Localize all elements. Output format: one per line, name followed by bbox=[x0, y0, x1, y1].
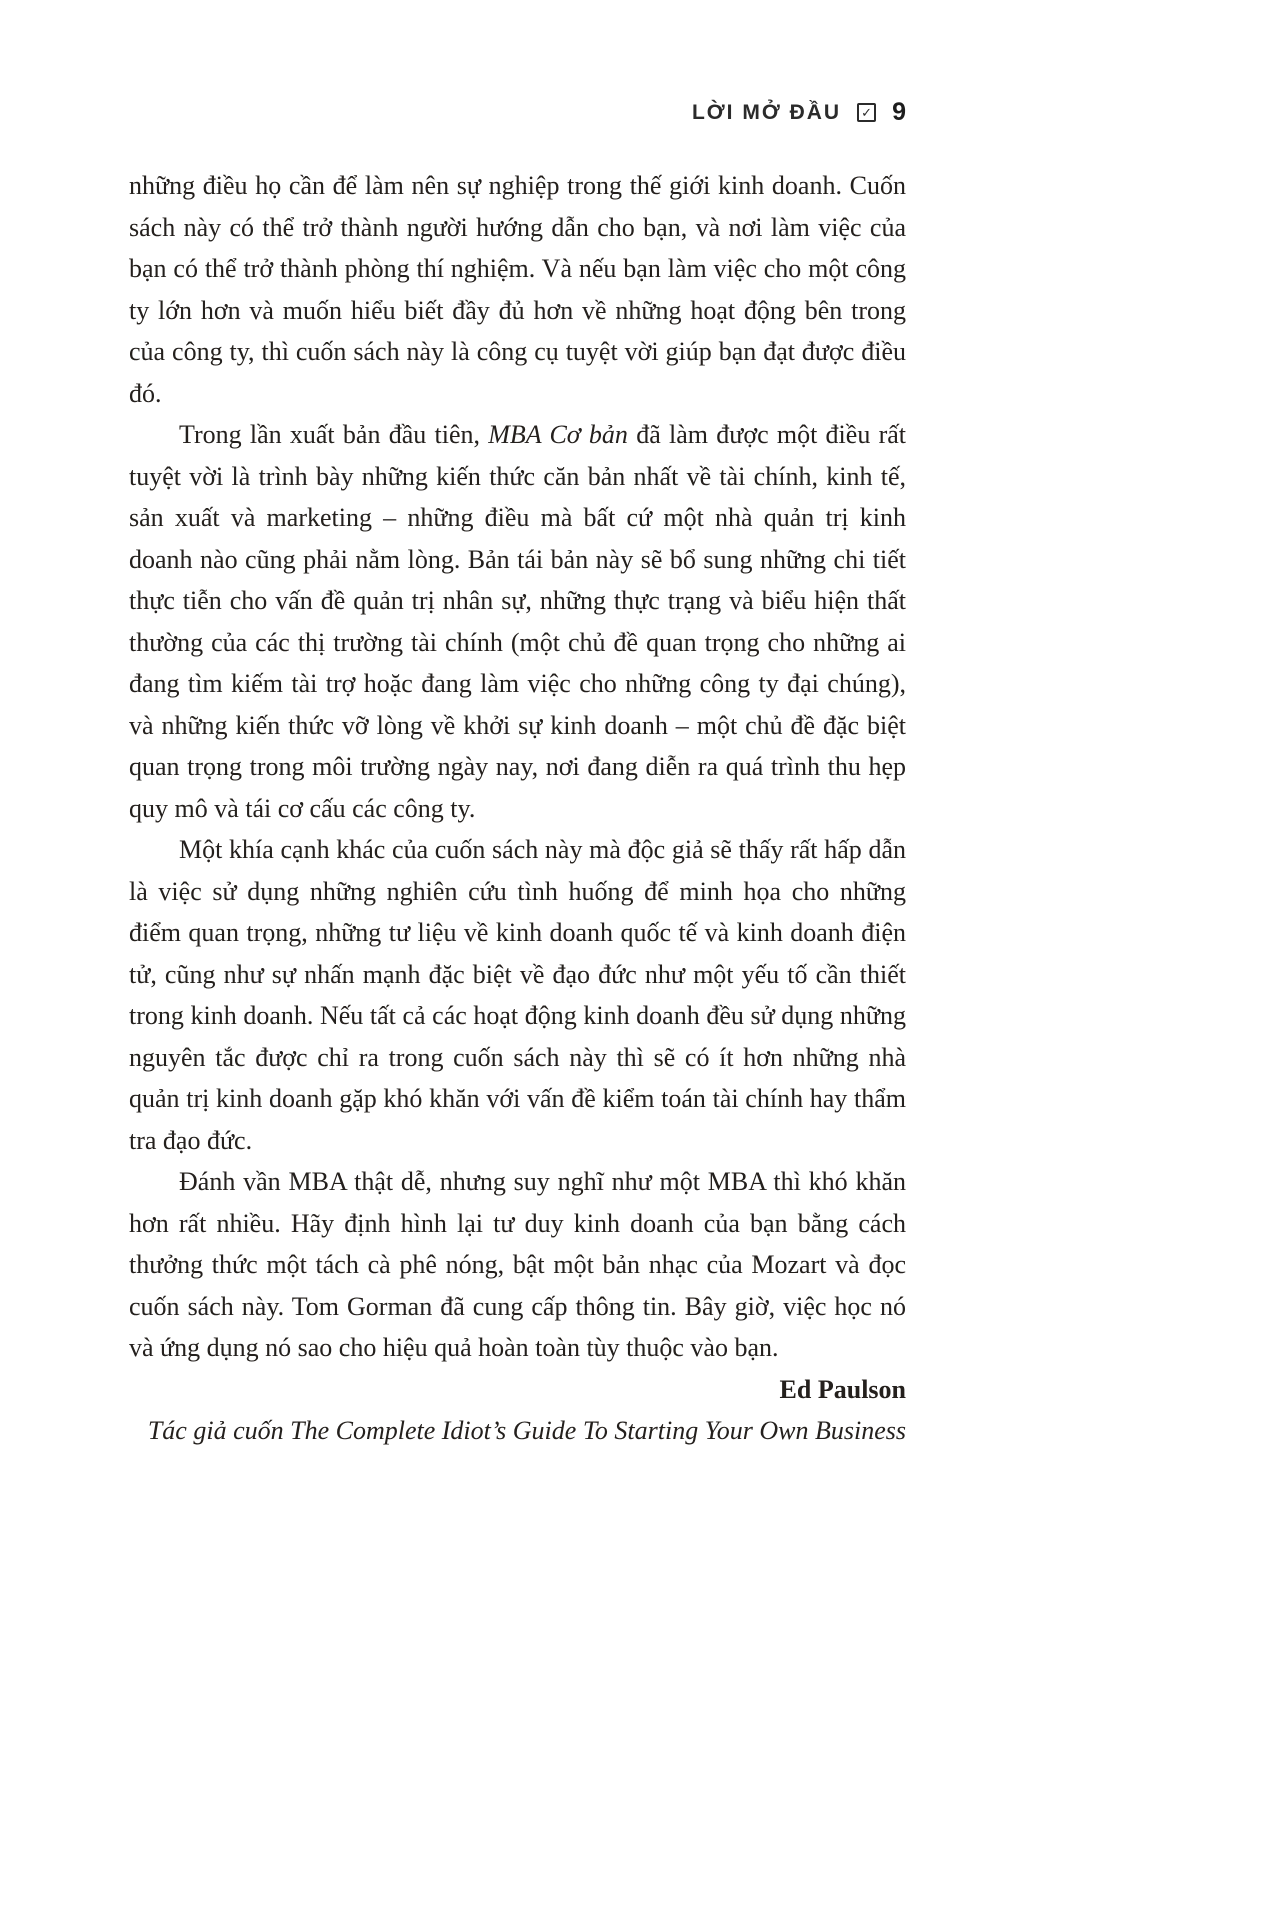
body-text bbox=[129, 165, 906, 1452]
author-credit bbox=[129, 1410, 906, 1452]
page-header bbox=[129, 98, 906, 127]
credit-book-title: The Complete Idiot’s Guide To Starting Your Own Business bbox=[290, 1416, 906, 1445]
page-number: 9 bbox=[892, 98, 906, 126]
paragraph-2-text-cont: đã làm được một điều rất tuyệt vời là trình bày những kiến thức căn bản nhất về tài chính, kinh tế, sản xuất và marketing – những điều mà bất cứ một nhà quản trị kinh doanh nào cũng phải nằm lòng. Bản tái bản này sẽ bổ sung những chi tiết thực tiễn cho vấn đề quản trị nhân sự, những thực trạng và biểu hiện thất thường của các thị trường tài chính (một chủ đề quan trọng cho những ai đang tìm kiếm tài trợ hoặc đang làm việc cho những công ty đại chúng), và những kiến thức vỡ lòng về khởi sự kinh doanh – một chủ đề đặc biệt quan trọng trong môi trường ngày nay, nơi đang diễn ra quá trình thu hẹp quy mô và tái cơ cấu các công ty. bbox=[129, 420, 906, 823]
page-content bbox=[129, 98, 906, 1452]
credit-prefix: Tác giả cuốn bbox=[147, 1416, 291, 1445]
paragraph-2 bbox=[129, 414, 906, 829]
section-title: LỜI MỞ ĐẦU bbox=[691, 100, 842, 124]
book-title-mba: MBA Cơ bản bbox=[488, 420, 628, 449]
paragraph-1: những điều họ cần để làm nên sự nghiệp trong thế giới kinh doanh. Cuốn sách này có thể trở thành người hướng dẫn cho bạn, và nơi làm việc của bạn có thể trở thành phòng thí nghiệm. Và nếu bạn làm việc cho một công ty lớn hơn và muốn hiểu biết đầy đủ hơn về những hoạt động bên trong của công ty, thì cuốn sách này là công cụ tuyệt vời giúp bạn đạt được điều đó. bbox=[129, 171, 906, 408]
check-glyph: ✓ bbox=[861, 105, 873, 120]
author-signature: Ed Paulson bbox=[779, 1374, 906, 1404]
paragraph-2-text: Trong lần xuất bản đầu tiên, bbox=[179, 420, 489, 449]
paragraph-3: Một khía cạnh khác của cuốn sách này mà độc giả sẽ thấy rất hấp dẫn là việc sử dụng những nghiên cứu tình huống để minh họa cho những điểm quan trọng, những tư liệu về kinh doanh quốc tế và kinh doanh điện tử, cũng như sự nhấn mạnh đặc biệt về đạo đức như một yếu tố cần thiết trong kinh doanh. Nếu tất cả các hoạt động kinh doanh đều sử dụng những nguyên tắc được chỉ ra trong cuốn sách này thì sẽ có ít hơn những nhà quản trị kinh doanh gặp khó khăn với vấn đề kiểm toán tài chính hay thẩm tra đạo đức. bbox=[129, 835, 906, 1155]
paragraph-4: Đánh vần MBA thật dễ, nhưng suy nghĩ như một MBA thì khó khăn hơn rất nhiều. Hãy định hình lại tư duy kinh doanh của bạn bằng cách thưởng thức một tách cà phê nóng, bật một bản nhạc của Mozart và đọc cuốn sách này. Tom Gorman đã cung cấp thông tin. Bây giờ, việc học nó và ứng dụng nó sao cho hiệu quả hoàn toàn tùy thuộc vào bạn. bbox=[129, 1167, 906, 1362]
checkbox-icon bbox=[857, 103, 876, 122]
